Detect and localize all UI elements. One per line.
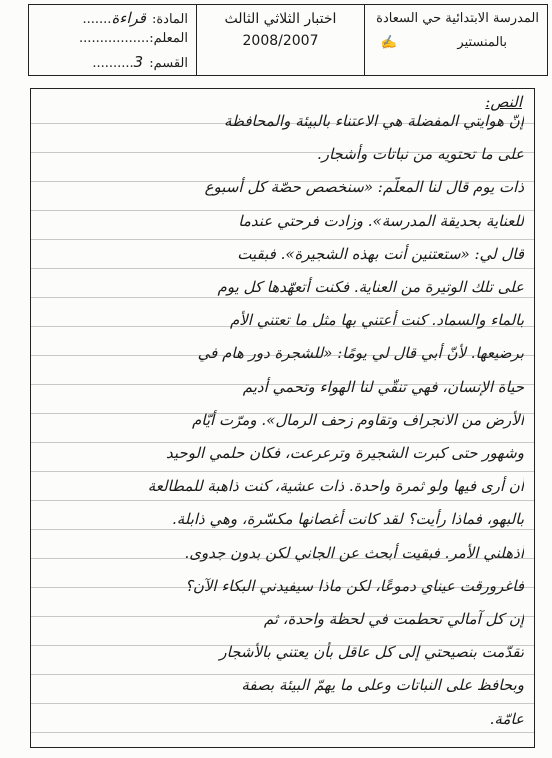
- school-name: المدرسة الابتدائية حي السعادة: [376, 11, 539, 26]
- text-line: على ما تحتويه من نباتات وأشجار.: [316, 145, 524, 164]
- text-line: أذهلني الأمر. فبقيت أبحث عن الجاني لكن بدون جدوى.: [184, 543, 524, 562]
- text-line: حياة الإنسان، فهي تنقّي لنا الهواء وتحمي أديم: [242, 377, 524, 396]
- class-line: القسم:3..........: [92, 53, 188, 71]
- teacher-label: المعلم:: [149, 31, 188, 46]
- subject-value: قراءة: [111, 9, 146, 27]
- exam-header: [28, 4, 548, 76]
- school-city: بالمنستير: [457, 35, 507, 50]
- teacher-line: المعلم:.................: [79, 31, 188, 46]
- text-line: وشهور حتى كبرت الشجيرة وترعرعت، فكان حلمي الوحيد: [166, 444, 524, 462]
- text-line: بالبهو، فماذا رأيت؟ لقد كانت أغصانها مكسّرة، وهي ذابلة.: [171, 510, 524, 529]
- text-line: وبحافظ على النباتات وعلى ما يهمّ البيئة بصفة: [241, 676, 524, 695]
- text-line: بالماء والسماد. كنت أعتني بها مثل ما تعتني الأم: [229, 311, 524, 330]
- subject-line: المادة:قراءة.......: [82, 9, 188, 27]
- text-line: للعناية بحديقة المدرسة». وزادت فرحتي عندما: [238, 211, 524, 230]
- class-value: 3: [133, 53, 144, 71]
- text-line: عامّة.: [489, 709, 524, 728]
- text-line: فاغرورقت عيناي دموعًا، لكن ماذا سيفيدني البكاء الآن؟: [184, 576, 524, 595]
- header-info-column: [29, 5, 197, 75]
- text-line: ذات يوم قال لنا المعلّم: «سنخصص حصّة كل أسبوع: [204, 178, 524, 197]
- stamp-mark-icon: ✍: [379, 34, 398, 52]
- text-line: على تلك الوتيرة من العناية. فكنت أتعهّدها كل يوم: [217, 278, 524, 296]
- header-exam-column: [197, 5, 365, 75]
- reading-text-box: [30, 88, 535, 748]
- text-lines: [31, 89, 534, 747]
- subject-label: المادة:: [151, 12, 188, 27]
- text-line: الأرض من الانجراف وتقاوم زحف الرمال». ومرّت أيّام: [192, 410, 524, 429]
- text-line: تقدّمت بنصيحتي إلى كل عاقل بأن يعتني بالأشجار: [219, 643, 524, 662]
- text-line: إن كل آمالي تحطمت في لحظة واحدة، ثم: [263, 610, 524, 628]
- class-label: القسم:: [149, 56, 188, 71]
- text-line: قال لي: «ستعتنين أنت بهذه الشجيرة». فبقيت: [237, 244, 524, 263]
- text-line: إنّ هوايتي المفضلة هي الاعتناء بالبيئة والمحافظة: [224, 112, 524, 130]
- exam-year: 2008/2007: [242, 33, 319, 49]
- header-school-column: [365, 5, 547, 75]
- text-line: برضيعها. لأنّ أبي قال لي يومًا: «للشجرة دور هام في: [197, 344, 524, 363]
- text-line: أن أرى فيها ولو ثمرة واحدة. ذات عشية، كنت ذاهبة للمطالعة: [147, 477, 524, 496]
- text-title: النص:: [485, 93, 522, 111]
- exam-title: اختبار الثلاثي الثالث: [224, 11, 337, 27]
